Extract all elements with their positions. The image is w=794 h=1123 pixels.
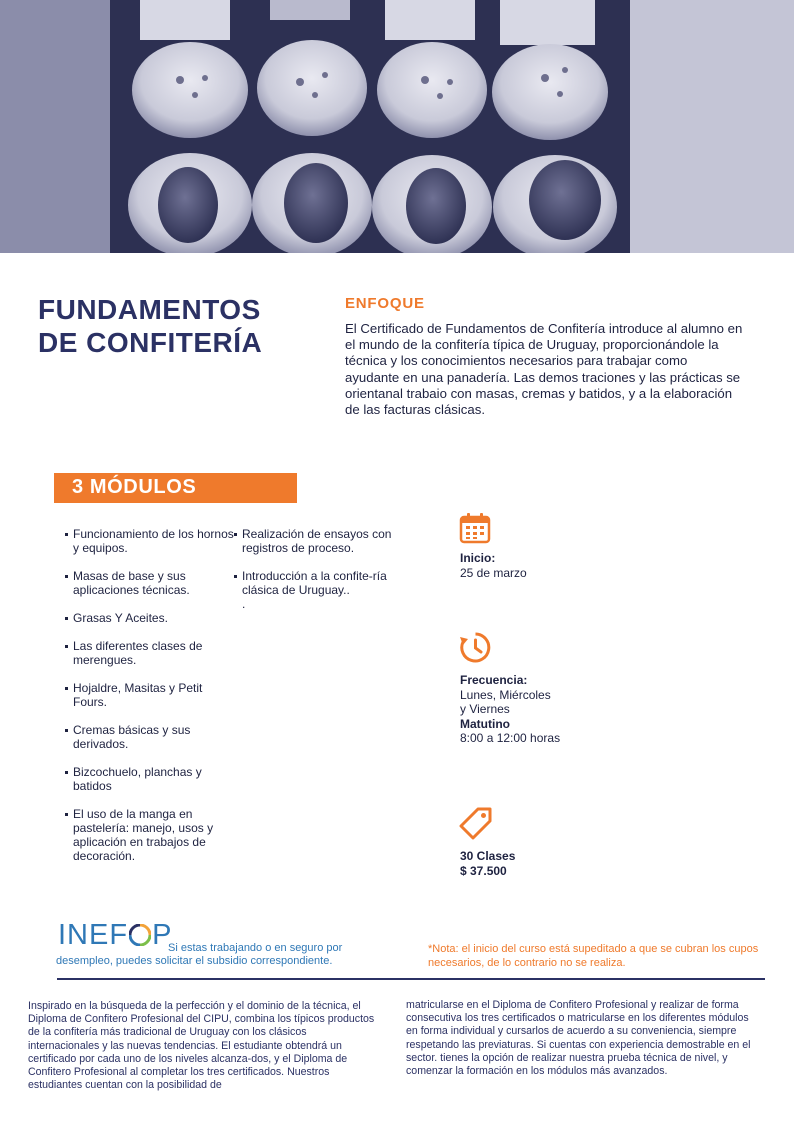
inefop-o-icon [129, 922, 151, 944]
classes-count: 30 Clases [460, 849, 516, 863]
shift-label: Matutino [460, 716, 510, 731]
page-title [38, 293, 262, 359]
frequency-days-1: Lunes, Miércoles [460, 687, 551, 702]
calendar-icon [459, 512, 491, 549]
inefop-logo-left: INEF [58, 919, 129, 951]
title-line-2: DE CONFITERÍA [38, 327, 263, 358]
enfoque-text: El Certificado de Fundamentos de Confitería introduce al alumno en el mundo de la confitería típica de Uruguay, proporcionándole la técnica y los conocimientos necesarios para trabajar como ayudante en una panadería. Las demos traciones y las prácticas se orientanal trabaio con masas, cremas y batidos, y a la elaboración de las facturas clásicas. [345, 321, 743, 418]
list-trailing-dot: . [242, 597, 246, 611]
list-item: El uso de la manga en pastelería: manejo, usos y aplicación en trabajos de decoración. [65, 807, 235, 863]
start-label: Inicio: [460, 551, 496, 565]
frequency-info [460, 673, 560, 746]
list-item: Las diferentes clases de merengues. [65, 639, 235, 667]
title-line-1: FUNDAMENTOS [38, 294, 261, 325]
clock-icon [459, 631, 492, 669]
list-item: Realización de ensayos con registros de proceso. [234, 527, 404, 555]
footer-text-1: Inspirado en la búsqueda de la perfección y el dominio de la técnica, el Diploma de Confitero Profesional del CIPU, combina los típicos productos de la confitería más tradicional de Uruguay con los clásicos internacionales y las nuevas tendencias. El estudiante obtendrá un certificado por cada uno de los niveles alcanza-dos, y el Diploma de Confitero Profesional al completar los tres certificados. Nuestros estudiantes cuentan con la posibilidad de [28, 1000, 375, 1092]
modules-list-2 [234, 527, 404, 611]
inefop-logo [58, 920, 172, 950]
footer-text-2: matricularse en el Diploma de Confitero Profesional y realizar de forma consecutiva los tres certificados o matricularse en los diferentes módulos en forma individual y cursarlos de acuerdo a su conveniencia, siempre respetando las previaturas. Si cuentas con experiencia demostrable en el sector. tienes la opción de realizar nuestra prueba técnica de nivel, y comenzar la formación en los módulos más avanzados. [406, 999, 751, 1078]
list-item: Masas de base y sus aplicaciones técnicas. [65, 569, 235, 597]
list-item: Cremas básicas y sus derivados. [65, 723, 235, 751]
subsidy-text-2: desempleo, puedes solicitar el subsidio correspondiente. [56, 955, 333, 967]
price-info [460, 849, 515, 878]
inefop-logo-right: P [152, 919, 173, 951]
modules-list-1 [65, 527, 235, 877]
price-value: $ 37.500 [460, 863, 507, 878]
price-tag-icon [459, 807, 493, 846]
modules-heading: 3 MÓDULOS [72, 476, 197, 498]
hours-value: 8:00 a 12:00 horas [460, 731, 561, 745]
modules-banner [54, 473, 297, 503]
divider [57, 978, 765, 980]
start-info [460, 551, 527, 580]
list-item: Hojaldre, Masitas y Petit Fours. [65, 681, 235, 709]
enfoque-heading: ENFOQUE [345, 295, 425, 312]
frequency-label: Frecuencia: [460, 673, 528, 687]
list-item: Funcionamiento de los hornos y equipos. [65, 527, 235, 555]
list-item: Bizcochuelo, planchas y batidos [65, 765, 235, 793]
course-note: *Nota: el inicio del curso está supeditado a que se cubran los cupos necesarios, de lo contrario no se realiza. [428, 943, 759, 969]
start-value: 25 de marzo [460, 565, 527, 580]
frequency-days-2: y Viernes [460, 702, 510, 716]
list-item: Introducción a la confite-ría clásica de Uruguay.. [234, 569, 404, 597]
list-item: Grasas Y Aceites. [65, 611, 235, 625]
subsidy-text-1: Si estas trabajando o en seguro por [168, 942, 343, 954]
hero-image [0, 0, 794, 253]
